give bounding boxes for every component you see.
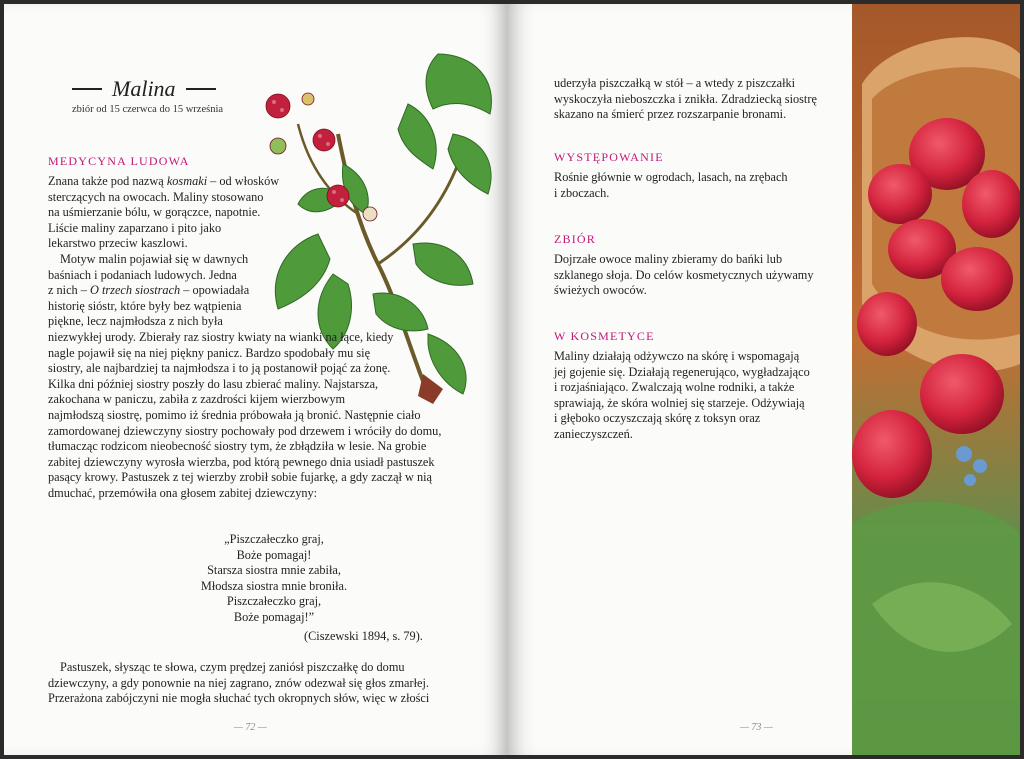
text-line: zamordowanej dziewczyny siostry pochowały pod drzewem i wróciły do domu, (48, 423, 442, 438)
poem-line: Boże pomagaj! (236, 547, 312, 562)
title-row (72, 76, 216, 102)
page-number-right: — 73 — (740, 722, 773, 733)
text-line: Maliny działają odżywczo na skórę i wspomagają (554, 349, 800, 363)
section-heading: WYSTĘPOWANIE (554, 150, 664, 164)
harvest-period: zbiór od 15 czerwca do 15 września (72, 104, 224, 115)
poem-line: Boże pomagaj!” (233, 609, 315, 624)
text-line: Liście maliny zaparzano i pito jako (48, 220, 222, 235)
text-line: Dojrzałe owoce maliny zbieramy do bańki lub (554, 252, 783, 266)
text-line: piękne, lecz najmłodsza z nich była (48, 314, 223, 329)
text-line: wyskoczyła nieboszczka i znikła. Zdradziecką siostrę (554, 91, 817, 106)
text-line: siostry, ale najbardziej ta najmłodsza i to ją postanowił pojąć za żonę. (48, 361, 391, 376)
text-line: zabitej dziewczyny wyrosła wierzba, pod którą pewnego dnia usiadł pastuszek (48, 454, 435, 469)
text-line: nagle pojawił się na niej piękny panicz. Bardzo spodobały mu się (48, 345, 371, 360)
page-title: Malina (112, 76, 176, 101)
poem-line: Piszczałeczko graj, (226, 594, 322, 609)
section-text (554, 252, 824, 299)
text-line: i rozjaśniająco. Zwalczają wolne rodniki, a także (554, 380, 795, 395)
text-line: sprawiają, że skóra wolniej się starzeje. Odżywiają (554, 395, 805, 410)
raspberries-photo-icon (852, 4, 1020, 755)
text-line: najmłodszą siostrę, pomimo iż średnia próbowała ją bronić. Następnie ciało (48, 407, 421, 422)
section-heading: W KOSMETYCE (554, 329, 655, 343)
section-text (554, 170, 824, 201)
text-line: szklanego słoja. Do celów kosmetycznych używamy (554, 267, 814, 282)
story-continuation-text (48, 660, 488, 707)
section-heading: ZBIÓR (554, 232, 596, 246)
text-line: i zboczach. (554, 185, 610, 200)
citation: (Ciszewski 1894, s. 79). (304, 629, 423, 643)
text-line: uderzyła piszczałką w stół – a wtedy z piszczałki (554, 76, 796, 90)
poem-line: Młodsza siostra mnie broniła. (200, 578, 348, 593)
text-line: tłumacząc rodzicom nieobecność siostry tym, że zbłądziła w lesie. Na grobie (48, 439, 427, 454)
text-line: Znana także pod nazwą kosmaki – od włosków (48, 174, 280, 188)
text-line: historię sióstr, które były bez wątpienia (48, 298, 242, 313)
title-dash-right (186, 88, 216, 90)
text-line: skazano na śmierć przez rozszarpanie bronami. (554, 107, 787, 122)
text-line: niezwykłej urody. Zbierały raz siostry kwiaty na wianki na łące, kiedy (48, 329, 394, 344)
right-page (508, 4, 1020, 755)
text-line: Pastuszek, słysząc te słowa, czym prędzej zaniósł piszczałkę do domu (60, 660, 405, 674)
text-line: Motyw malin pojawiał się w dawnych (60, 251, 249, 266)
poem-line: „Piszczałeczko graj, (224, 532, 324, 546)
text-line: zanieczyszczeń. (554, 426, 633, 441)
story-ending-text (554, 76, 824, 123)
poem-line: Starsza siostra mnie zabiła, (207, 563, 341, 578)
title-dash-left (72, 88, 102, 90)
text-line: pasący krowy. Pastuszek z tej wierzby zrobił sobie fujarkę, a gdy zaczął w nią (48, 470, 433, 485)
text-line: i głęboko oczyszczają skórę z toksyn oraz (554, 411, 761, 426)
text-line: na uśmierzanie bólu, w gorączce, napotnie. (48, 205, 261, 220)
text-line: dmuchać, przemówiła ona głosem zabitej dziewczyny: (48, 485, 318, 500)
text-line: sterczących na owocach. Maliny stosowano (48, 189, 264, 204)
text-line: Rośnie głównie w ogrodach, lasach, na zrębach (554, 170, 788, 184)
section-heading-folk-medicine: MEDYCYNA LUDOWA (48, 154, 190, 168)
text-line: z nich – O trzech siostrach – opowiadała (48, 283, 250, 298)
folk-medicine-text (48, 174, 488, 501)
section-text (554, 349, 824, 443)
text-line: jej gojenie się. Działają regenerująco, wygładzająco (554, 364, 810, 379)
italic-term: O trzech siostrach (90, 283, 181, 298)
text-line: Kilka dni później siostry poszły do lasu zbierać maliny. Najstarsza, (48, 376, 379, 391)
text-line: Przerażona zabójczyni nie mogła słuchać tych okropnych słów, więc w złości (48, 691, 430, 706)
italic-term: kosmaki (166, 174, 208, 188)
text-line: zakochana w paniczu, zabiła z zazdrości kijem wierzbowym (48, 392, 346, 407)
poem (164, 532, 384, 626)
text-line: baśniach i podaniach ludowych. Jedna (48, 267, 237, 282)
text-line: lekarstwo przeciw kaszlowi. (48, 236, 188, 251)
text-line: świeżych owoców. (554, 283, 647, 298)
page-number-left: — 72 — (234, 722, 267, 733)
text-line: dziewczyny, a gdy ponownie na niej zagrano, znów odezwał się głos zmarłej. (48, 675, 429, 690)
left-page (4, 4, 508, 755)
